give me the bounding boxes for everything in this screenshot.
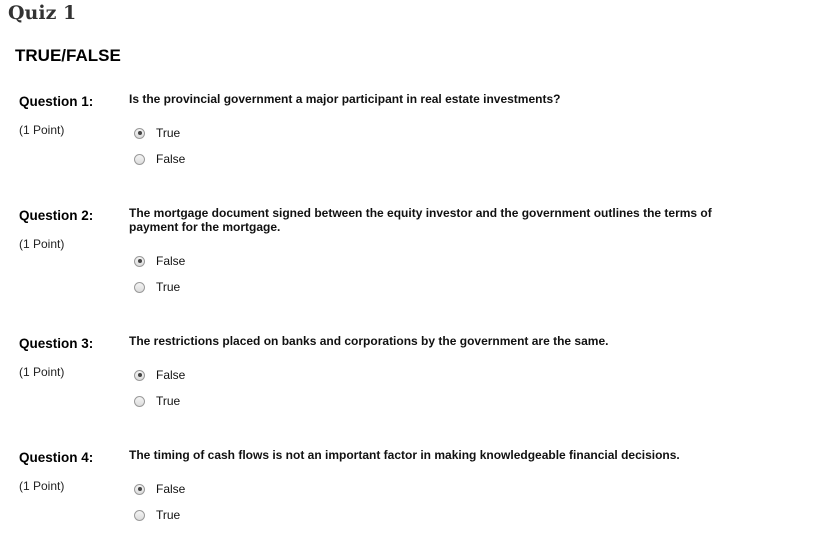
radio-button[interactable]	[134, 256, 145, 267]
option-label: False	[156, 152, 186, 166]
option-label: False	[156, 368, 186, 382]
question-points: (1 Point)	[19, 237, 65, 251]
radio-button[interactable]	[134, 128, 145, 139]
question-label: Question 1:	[19, 94, 94, 109]
question-label: Question 3:	[19, 336, 94, 351]
section-title: TRUE/FALSE	[15, 46, 121, 65]
question-points: (1 Point)	[19, 123, 65, 137]
question-points: (1 Point)	[19, 365, 65, 379]
radio-button[interactable]	[134, 154, 145, 165]
quiz-title: Quiz 1	[8, 2, 77, 24]
option-label: True	[156, 280, 181, 294]
question-text: Is the provincial government a major participant in real estate investments?	[129, 92, 561, 106]
option-label: True	[156, 394, 181, 408]
question-label: Question 2:	[19, 208, 94, 223]
option-label: False	[156, 482, 186, 496]
question-text: The timing of cash flows is not an important factor in making knowledgeable financial decisions.	[129, 448, 680, 462]
radio-button[interactable]	[134, 396, 145, 407]
radio-button[interactable]	[134, 370, 145, 381]
option-false[interactable]	[134, 152, 185, 166]
option-true[interactable]	[134, 508, 180, 522]
option-true[interactable]	[134, 394, 180, 408]
question-text: The mortgage document signed between the equity investor and the government outlines the terms of payment for the mortgage.	[129, 206, 712, 234]
option-false[interactable]	[134, 482, 185, 496]
question-label: Question 4:	[19, 450, 94, 465]
option-label: True	[156, 126, 181, 140]
question-text: The restrictions placed on banks and corporations by the government are the same.	[129, 334, 609, 348]
option-true[interactable]	[134, 126, 180, 140]
radio-button[interactable]	[134, 510, 145, 521]
radio-button[interactable]	[134, 484, 145, 495]
option-true[interactable]	[134, 280, 180, 294]
question-points: (1 Point)	[19, 479, 65, 493]
radio-button[interactable]	[134, 282, 145, 293]
option-false[interactable]	[134, 254, 185, 268]
option-false[interactable]	[134, 368, 185, 382]
option-label: False	[156, 254, 186, 268]
option-label: True	[156, 508, 181, 522]
